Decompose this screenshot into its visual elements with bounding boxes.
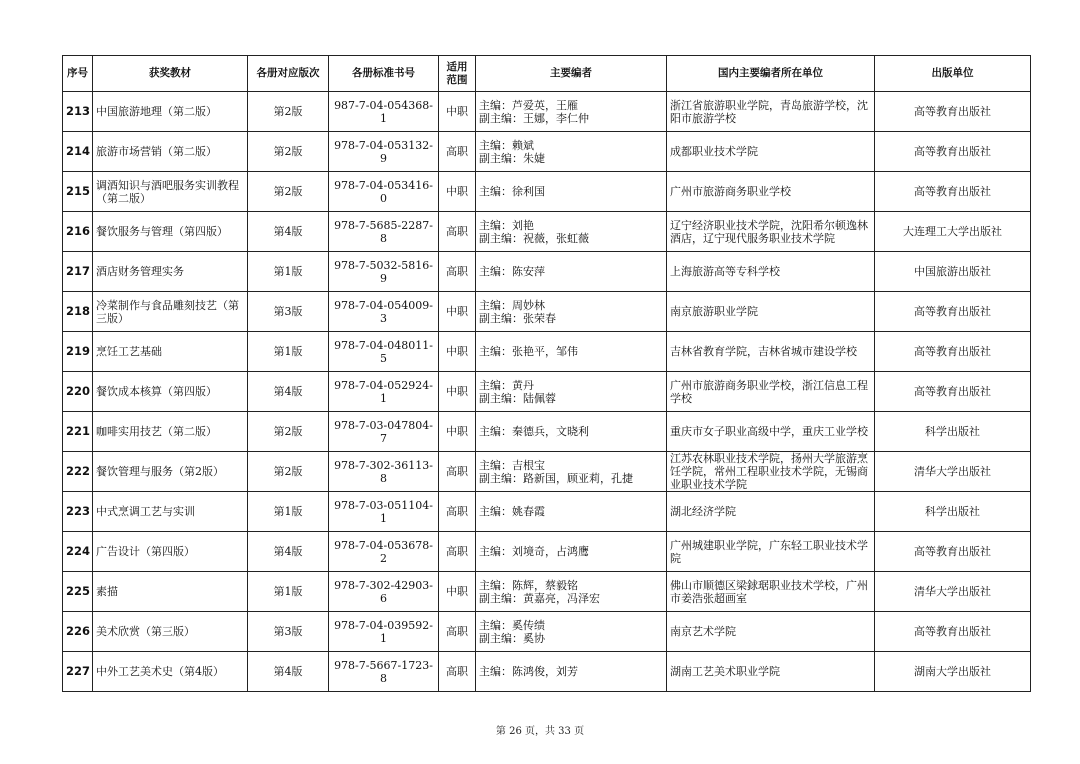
table-row [63, 292, 1031, 332]
unit-cell: 湖北经济学院 [667, 492, 875, 532]
edition-cell: 第1版 [248, 492, 329, 532]
unit-cell: 成都职业技术学院 [667, 132, 875, 172]
isbn-cell: 978-7-04-039592-1 [329, 612, 439, 652]
page-footer: 第 26 页，共 33 页 [495, 726, 585, 737]
editor-line: 主编：芦爱英，王雁 [479, 98, 578, 112]
table-row [63, 212, 1031, 252]
level-cell: 中职 [439, 292, 476, 332]
level-cell: 高职 [439, 252, 476, 292]
publisher-cell: 清华大学出版社 [875, 452, 1031, 492]
table-row [63, 452, 1031, 492]
table-body [63, 92, 1031, 692]
editors-cell [476, 532, 667, 572]
unit-cell: 广州城建职业学院，广东轻工职业技术学院 [667, 532, 875, 572]
editor-line: 主编：陈鸿俊，刘芳 [479, 665, 578, 678]
table-row [63, 372, 1031, 412]
isbn-cell: 978-7-302-42903-6 [329, 572, 439, 612]
editor-line: 主编：刘境奇，占鸿鹰 [479, 545, 589, 558]
award-textbook-table [62, 55, 1031, 692]
publisher-cell: 高等教育出版社 [875, 372, 1031, 412]
isbn-cell: 978-7-04-048011-5 [329, 332, 439, 372]
editor-line: 主编：黄丹 [479, 378, 534, 392]
row-number: 222 [63, 452, 93, 492]
editor-line: 主编：刘艳 [479, 218, 534, 232]
edition-cell: 第4版 [248, 532, 329, 572]
textbook-title: 餐饮管理与服务（第2版） [93, 452, 248, 492]
edition-cell: 第1版 [248, 252, 329, 292]
editor-line: 主编：秦德兵，文晓利 [479, 425, 589, 438]
textbook-title: 冷菜制作与食品雕刻技艺（第三版） [93, 292, 248, 332]
edition-cell: 第4版 [248, 652, 329, 692]
level-cell: 高职 [439, 612, 476, 652]
textbook-title: 中式烹调工艺与实训 [93, 492, 248, 532]
row-number: 214 [63, 132, 93, 172]
level-cell: 中职 [439, 372, 476, 412]
row-number: 226 [63, 612, 93, 652]
isbn-cell: 978-7-302-36113-8 [329, 452, 439, 492]
unit-cell: 南京艺术学院 [667, 612, 875, 652]
unit-cell: 上海旅游高等专科学校 [667, 252, 875, 292]
editor-line: 主编：周妙林 [479, 298, 545, 312]
editor-line: 副主编：张荣春 [479, 311, 556, 325]
table-row [63, 132, 1031, 172]
editors-cell [476, 332, 667, 372]
textbook-title: 咖啡实用技艺（第二版） [93, 412, 248, 452]
unit-cell: 江苏农林职业技术学院，扬州大学旅游烹饪学院，常州工程职业技术学院，无锡商业职业技术学院 [667, 452, 875, 492]
level-cell: 中职 [439, 412, 476, 452]
isbn-cell: 978-7-03-047804-7 [329, 412, 439, 452]
level-cell: 中职 [439, 332, 476, 372]
edition-cell: 第2版 [248, 132, 329, 172]
header-isbn: 各册标准书号 [329, 56, 439, 92]
publisher-cell: 高等教育出版社 [875, 292, 1031, 332]
editor-line: 主编：吉根宝 [479, 458, 545, 472]
isbn-cell: 978-7-04-053416-0 [329, 172, 439, 212]
publisher-cell: 科学出版社 [875, 492, 1031, 532]
editor-line: 主编：奚传绩 [479, 618, 545, 632]
unit-cell: 辽宁经济职业技术学院，沈阳希尔顿逸林酒店，辽宁现代服务职业技术学院 [667, 212, 875, 252]
editors-cell [476, 412, 667, 452]
unit-cell: 广州市旅游商务职业学校 [667, 172, 875, 212]
row-number: 215 [63, 172, 93, 212]
edition-cell: 第4版 [248, 212, 329, 252]
isbn-cell: 978-7-04-054009-3 [329, 292, 439, 332]
table-row [63, 92, 1031, 132]
editor-line: 副主编：路新国，顾亚莉，孔捷 [479, 471, 633, 485]
table-row [63, 532, 1031, 572]
table-row [63, 492, 1031, 532]
level-cell: 高职 [439, 452, 476, 492]
header-level: 适用范围 [439, 56, 476, 92]
table-row [63, 172, 1031, 212]
row-number: 213 [63, 92, 93, 132]
textbook-title: 酒店财务管理实务 [93, 252, 248, 292]
editors-cell [476, 492, 667, 532]
header-edition: 各册对应版次 [248, 56, 329, 92]
textbook-title: 广告设计（第四版） [93, 532, 248, 572]
textbook-title: 餐饮成本核算（第四版） [93, 372, 248, 412]
level-cell: 高职 [439, 212, 476, 252]
editor-line: 副主编：王娜，李仁仲 [479, 111, 589, 125]
table-row [63, 612, 1031, 652]
level-cell: 高职 [439, 652, 476, 692]
isbn-cell: 978-7-04-053132-9 [329, 132, 439, 172]
editor-line: 主编：赖斌 [479, 138, 534, 152]
editors-cell [476, 172, 667, 212]
editor-line: 主编：张艳平，邹伟 [479, 345, 578, 358]
edition-cell: 第2版 [248, 412, 329, 452]
level-cell: 高职 [439, 492, 476, 532]
row-number: 218 [63, 292, 93, 332]
editor-line: 副主编：黄嘉亮，冯泽宏 [479, 591, 600, 605]
edition-cell: 第4版 [248, 372, 329, 412]
editors-cell [476, 92, 667, 132]
table-row [63, 332, 1031, 372]
editors-cell [476, 132, 667, 172]
level-cell: 高职 [439, 532, 476, 572]
textbook-title: 中国旅游地理（第二版） [93, 92, 248, 132]
unit-cell: 广州市旅游商务职业学校，浙江信息工程学校 [667, 372, 875, 412]
isbn-cell: 978-7-04-053678-2 [329, 532, 439, 572]
editors-cell [476, 212, 667, 252]
publisher-cell: 高等教育出版社 [875, 132, 1031, 172]
publisher-cell: 中国旅游出版社 [875, 252, 1031, 292]
header-no: 序号 [63, 56, 93, 92]
row-number: 216 [63, 212, 93, 252]
edition-cell: 第2版 [248, 452, 329, 492]
editor-line: 主编：姚春霞 [479, 505, 545, 518]
unit-cell: 南京旅游职业学院 [667, 292, 875, 332]
editors-cell [476, 572, 667, 612]
textbook-title: 调酒知识与酒吧服务实训教程（第二版） [93, 172, 248, 212]
isbn-cell: 978-7-03-051104-1 [329, 492, 439, 532]
editor-line: 副主编：奚协 [479, 631, 545, 645]
unit-cell: 浙江省旅游职业学院，青岛旅游学校，沈阳市旅游学校 [667, 92, 875, 132]
textbook-title: 素描 [93, 572, 248, 612]
header-unit: 国内主要编者所在单位 [667, 56, 875, 92]
edition-cell: 第1版 [248, 332, 329, 372]
editor-line: 主编：陈辉，蔡毅铭 [479, 578, 578, 592]
table-row [63, 412, 1031, 452]
edition-cell: 第2版 [248, 92, 329, 132]
isbn-cell: 978-7-04-052924-1 [329, 372, 439, 412]
editor-line: 主编：陈安萍 [479, 265, 545, 278]
isbn-cell: 978-7-5032-5816-9 [329, 252, 439, 292]
unit-cell: 佛山市顺德区梁銶琚职业技术学校，广州市姜浩张超画室 [667, 572, 875, 612]
publisher-cell: 湖南大学出版社 [875, 652, 1031, 692]
editors-cell [476, 292, 667, 332]
level-cell: 高职 [439, 132, 476, 172]
row-number: 220 [63, 372, 93, 412]
isbn-cell: 978-7-5667-1723-8 [329, 652, 439, 692]
row-number: 217 [63, 252, 93, 292]
row-number: 219 [63, 332, 93, 372]
isbn-cell: 987-7-04-054368-1 [329, 92, 439, 132]
isbn-cell: 978-7-5685-2287-8 [329, 212, 439, 252]
unit-cell: 重庆市女子职业高级中学，重庆工业学校 [667, 412, 875, 452]
editors-cell [476, 652, 667, 692]
edition-cell: 第1版 [248, 572, 329, 612]
level-cell: 中职 [439, 92, 476, 132]
edition-cell: 第3版 [248, 612, 329, 652]
row-number: 221 [63, 412, 93, 452]
publisher-cell: 清华大学出版社 [875, 572, 1031, 612]
editors-cell [476, 452, 667, 492]
publisher-cell: 高等教育出版社 [875, 612, 1031, 652]
publisher-cell: 高等教育出版社 [875, 532, 1031, 572]
header-publisher: 出版单位 [875, 56, 1031, 92]
header-editors: 主要编者 [476, 56, 667, 92]
editor-line: 副主编：祝薇，张虹薇 [479, 231, 589, 245]
editor-line: 副主编：陆佩蓉 [479, 391, 556, 405]
row-number: 227 [63, 652, 93, 692]
textbook-title: 烹饪工艺基础 [93, 332, 248, 372]
unit-cell: 湖南工艺美术职业学院 [667, 652, 875, 692]
editor-line: 副主编：朱婕 [479, 151, 545, 165]
edition-cell: 第2版 [248, 172, 329, 212]
table-row [63, 252, 1031, 292]
level-cell: 中职 [439, 572, 476, 612]
header-title: 获奖教材 [93, 56, 248, 92]
publisher-cell: 高等教育出版社 [875, 172, 1031, 212]
unit-cell: 吉林省教育学院，吉林省城市建设学校 [667, 332, 875, 372]
textbook-title: 旅游市场营销（第二版） [93, 132, 248, 172]
publisher-cell: 大连理工大学出版社 [875, 212, 1031, 252]
row-number: 224 [63, 532, 93, 572]
table-header-row [63, 56, 1031, 92]
textbook-title: 餐饮服务与管理（第四版） [93, 212, 248, 252]
publisher-cell: 高等教育出版社 [875, 92, 1031, 132]
publisher-cell: 高等教育出版社 [875, 332, 1031, 372]
level-cell: 中职 [439, 172, 476, 212]
edition-cell: 第3版 [248, 292, 329, 332]
textbook-title: 美术欣赏（第三版） [93, 612, 248, 652]
editors-cell [476, 252, 667, 292]
editors-cell [476, 612, 667, 652]
publisher-cell: 科学出版社 [875, 412, 1031, 452]
editors-cell [476, 372, 667, 412]
textbook-title: 中外工艺美术史（第4版） [93, 652, 248, 692]
table-row [63, 572, 1031, 612]
row-number: 225 [63, 572, 93, 612]
editor-line: 主编：徐利国 [479, 185, 545, 198]
row-number: 223 [63, 492, 93, 532]
table-row [63, 652, 1031, 692]
